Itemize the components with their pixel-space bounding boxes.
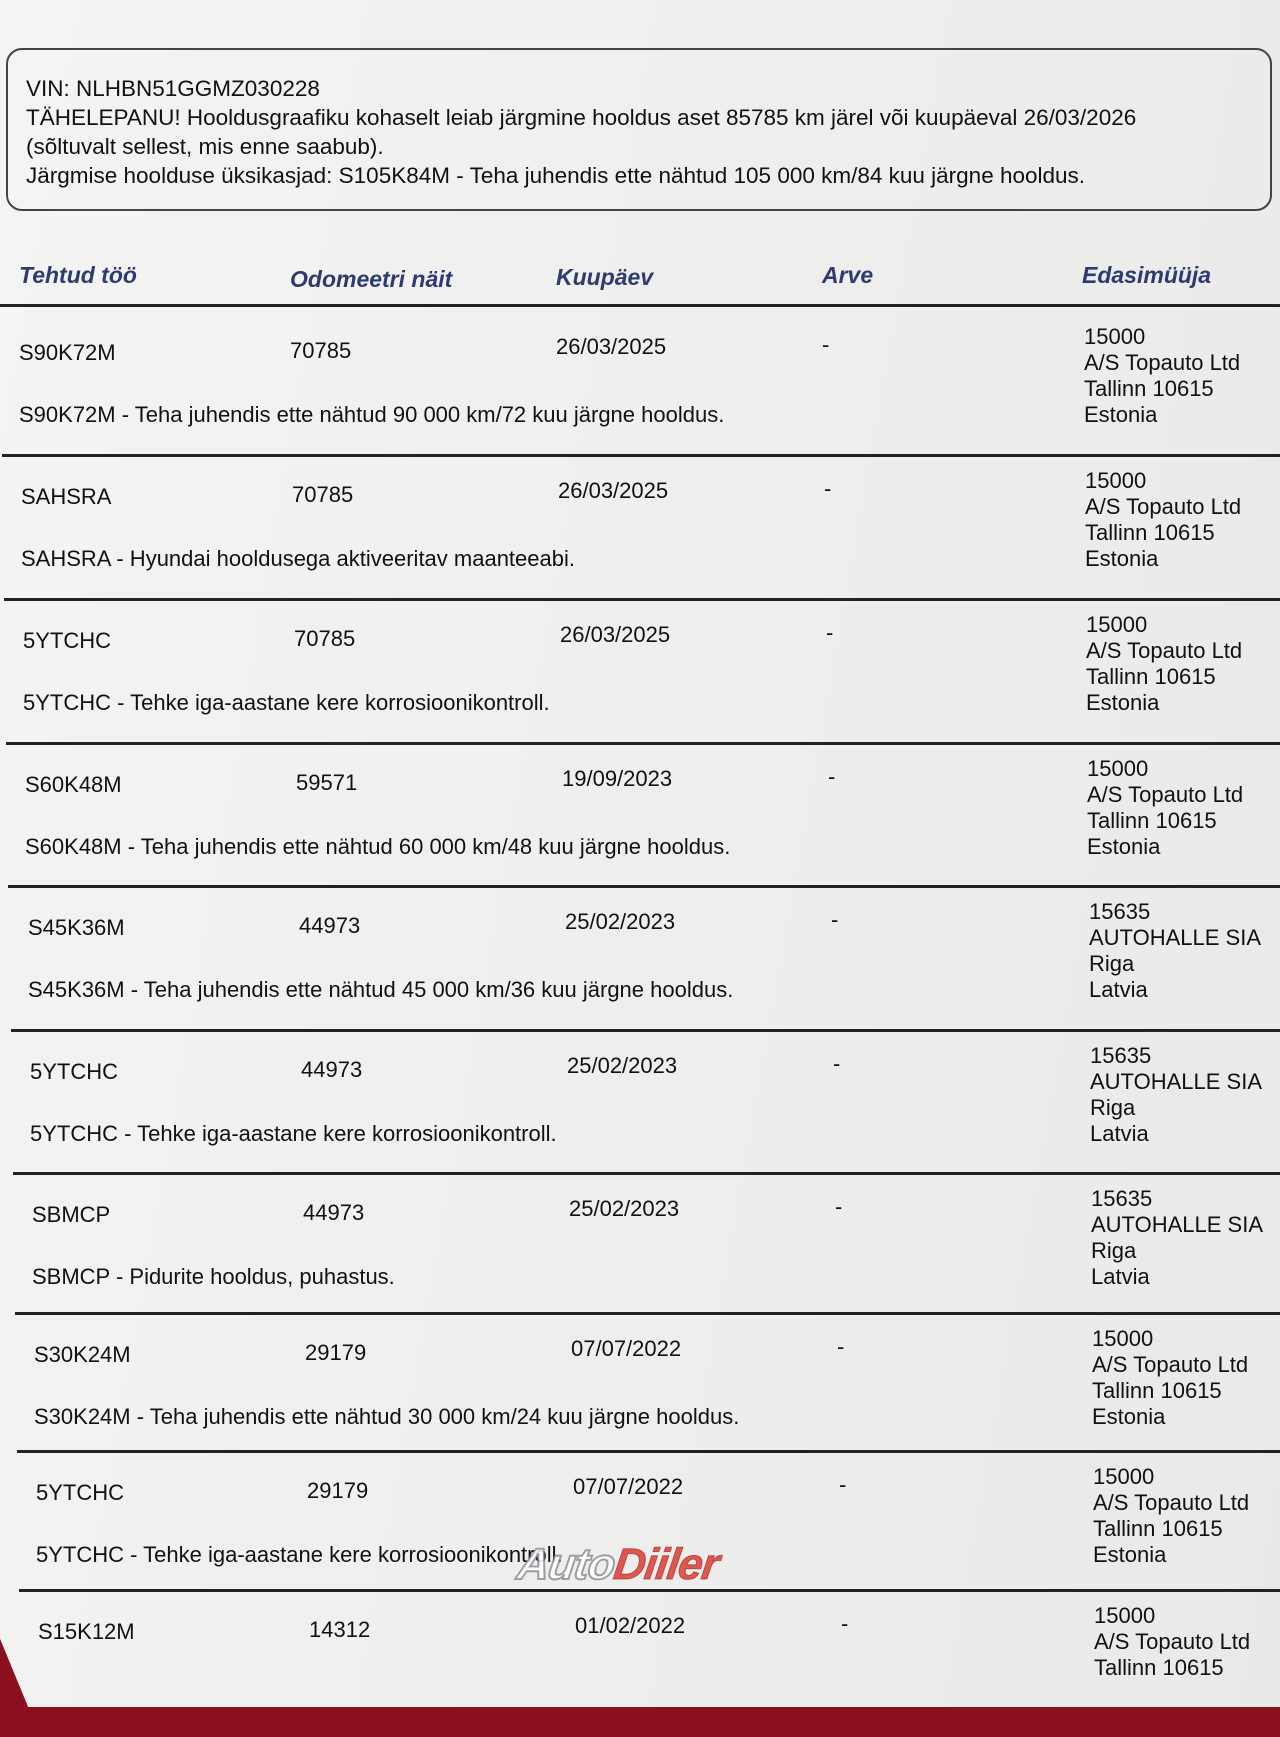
row-divider [11,1029,1280,1032]
table-row [0,1180,1280,1320]
dealer-line: Estonia [1084,402,1158,427]
odometer-value: 44973 [301,1057,363,1082]
table-row [0,606,1280,746]
odometer-value: 29179 [307,1478,369,1503]
autodiiler-watermark-logo: AutoDiiler [514,1540,722,1589]
dealer-line: Estonia [1093,1542,1167,1567]
service-description: S60K48M - Teha juhendis ette nähtud 60 000 km/48 kuu järgne hooldus. [25,834,731,859]
work-code: 5YTCHC [36,1480,125,1505]
dealer-line: Tallinn 10615 [1085,520,1215,545]
dealer-line: 15000 [1084,324,1146,349]
invoice-value: - [828,764,836,789]
work-code: SAHSRA [21,484,112,509]
notice-line-1: TÄHELEPANU! Hooldusgraafiku kohaselt leiab järgmine hooldus aset 85785 km järel või kuupäeval 26/03/2026 [26,105,1137,130]
table-row [0,893,1280,1033]
column-header-work: Tehtud töö [19,262,137,288]
dealer-line: Estonia [1087,834,1161,859]
service-date: 25/02/2023 [565,909,676,934]
work-code: S45K36M [28,915,125,940]
vin-text: VIN: NLHBN51GGMZ030228 [26,76,320,101]
service-description: 5YTCHC - Tehke iga-aastane kere korrosioonikontroll. [36,1542,563,1567]
odometer-value: 70785 [294,626,356,651]
invoice-value: - [824,476,832,501]
dealer-line: A/S Topauto Ltd [1092,1352,1249,1377]
row-divider [2,454,1280,457]
dealer-address [1086,612,1242,716]
dealer-address [1092,1326,1248,1430]
dealer-line: Estonia [1092,1404,1166,1429]
dealer-line: A/S Topauto Ltd [1085,494,1242,519]
dealer-line: Riga [1089,951,1135,976]
service-date: 07/07/2022 [573,1474,684,1499]
notice-line-2: (sõltuvalt sellest, mis enne saabub). [26,134,384,159]
work-code: SBMCP [32,1202,111,1227]
dealer-line: AUTOHALLE SIA [1091,1212,1263,1237]
odometer-value: 44973 [299,913,361,938]
dealer-line: Estonia [1086,690,1160,715]
service-date: 25/02/2023 [567,1053,678,1078]
dealer-address [1087,756,1243,860]
odometer-value: 14312 [309,1617,371,1642]
dealer-line: Tallinn 10615 [1084,376,1214,401]
table-row [0,462,1280,602]
dealer-line: 15000 [1086,612,1148,637]
dealer-line: 15635 [1091,1186,1153,1211]
dealer-line: A/S Topauto Ltd [1094,1629,1251,1654]
column-header-date: Kuupäev [556,264,654,290]
service-description: S45K36M - Teha juhendis ette nähtud 45 000 km/36 kuu järgne hooldus. [28,977,734,1002]
dealer-address [1090,1043,1262,1147]
next-service-details: Järgmise hoolduse üksikasjad: S105K84M - Teha juhendis ette nähtud 105 000 km/84 kuu järgne hooldus. [26,163,1086,188]
dealer-line: 15000 [1094,1603,1156,1628]
work-code: S15K12M [38,1619,135,1644]
dealer-line: 15000 [1092,1326,1154,1351]
dealer-line: Tallinn 10615 [1094,1655,1224,1680]
column-header-dealer: Edasimüüja [1082,262,1212,288]
row-divider [6,742,1280,745]
header-divider [0,304,1280,307]
dealer-line: 15635 [1090,1043,1152,1068]
invoice-value: - [837,1334,845,1359]
table-row [0,1320,1280,1460]
service-date: 19/09/2023 [562,766,673,791]
service-description: 5YTCHC - Tehke iga-aastane kere korrosioonikontroll. [23,690,550,715]
work-code: 5YTCHC [30,1059,119,1084]
table-row [0,1037,1280,1177]
service-date: 07/07/2022 [571,1336,682,1361]
invoice-value: - [839,1472,847,1497]
service-date: 26/03/2025 [556,334,667,359]
dealer-line: Latvia [1090,1121,1149,1146]
dealer-address [1085,468,1241,572]
invoice-value: - [831,907,839,932]
dealer-line: Tallinn 10615 [1086,664,1216,689]
invoice-value: - [841,1611,849,1636]
odometer-value: 44973 [303,1200,365,1225]
service-description: 5YTCHC - Tehke iga-aastane kere korrosioonikontroll. [30,1121,557,1146]
work-code: 5YTCHC [23,628,112,653]
row-divider [4,598,1280,601]
row-divider [13,1172,1280,1175]
dealer-address [1094,1603,1250,1681]
service-description: SAHSRA - Hyundai hooldusega aktiveeritav maanteeabi. [21,546,575,571]
odometer-value: 59571 [296,770,358,795]
dealer-line: Tallinn 10615 [1087,808,1217,833]
odometer-value: 70785 [292,482,354,507]
table-row [0,1597,1280,1737]
dealer-line: Latvia [1091,1264,1150,1289]
dealer-line: 15000 [1085,468,1147,493]
dealer-line: Tallinn 10615 [1092,1378,1222,1403]
invoice-value: - [835,1194,843,1219]
service-date: 26/03/2025 [560,622,671,647]
table-row [0,318,1280,458]
invoice-value: - [822,332,830,357]
dealer-line: Riga [1090,1095,1136,1120]
column-header-invoice: Arve [822,262,874,288]
dealer-address [1091,1186,1263,1290]
row-divider [8,885,1280,888]
service-description: SBMCP - Pidurite hooldus, puhastus. [32,1264,395,1289]
vehicle-info-box [6,48,1272,211]
dealer-line: Latvia [1089,977,1148,1002]
dealer-line: A/S Topauto Ltd [1086,638,1243,663]
dealer-line: A/S Topauto Ltd [1093,1490,1250,1515]
work-code: S60K48M [25,772,122,797]
column-header-odometer: Odomeetri näit [290,266,453,292]
dealer-line: AUTOHALLE SIA [1090,1069,1262,1094]
service-date: 01/02/2022 [575,1613,686,1638]
dealer-line: Riga [1091,1238,1137,1263]
dealer-line: Estonia [1085,546,1159,571]
dealer-line: A/S Topauto Ltd [1087,782,1244,807]
row-divider [15,1312,1280,1315]
invoice-value: - [833,1051,841,1076]
dealer-line: AUTOHALLE SIA [1089,925,1261,950]
service-date: 25/02/2023 [569,1196,680,1221]
dealer-address [1089,899,1261,1003]
dealer-line: Tallinn 10615 [1093,1516,1223,1541]
service-description: S90K72M - Teha juhendis ette nähtud 90 000 km/72 kuu järgne hooldus. [19,402,725,427]
dealer-line: A/S Topauto Ltd [1084,350,1241,375]
row-divider [17,1450,1280,1453]
dealer-address [1093,1464,1249,1568]
invoice-value: - [826,620,834,645]
dealer-line: 15000 [1093,1464,1155,1489]
table-row [0,750,1280,890]
service-date: 26/03/2025 [558,478,669,503]
dealer-line: 15635 [1089,899,1151,924]
work-code: S30K24M [34,1342,131,1367]
odometer-value: 70785 [290,338,352,363]
work-code: S90K72M [19,340,116,365]
dealer-line: 15000 [1087,756,1149,781]
service-description: S30K24M - Teha juhendis ette nähtud 30 000 km/24 kuu järgne hooldus. [34,1404,740,1429]
dealer-address [1084,324,1240,428]
odometer-value: 29179 [305,1340,367,1365]
